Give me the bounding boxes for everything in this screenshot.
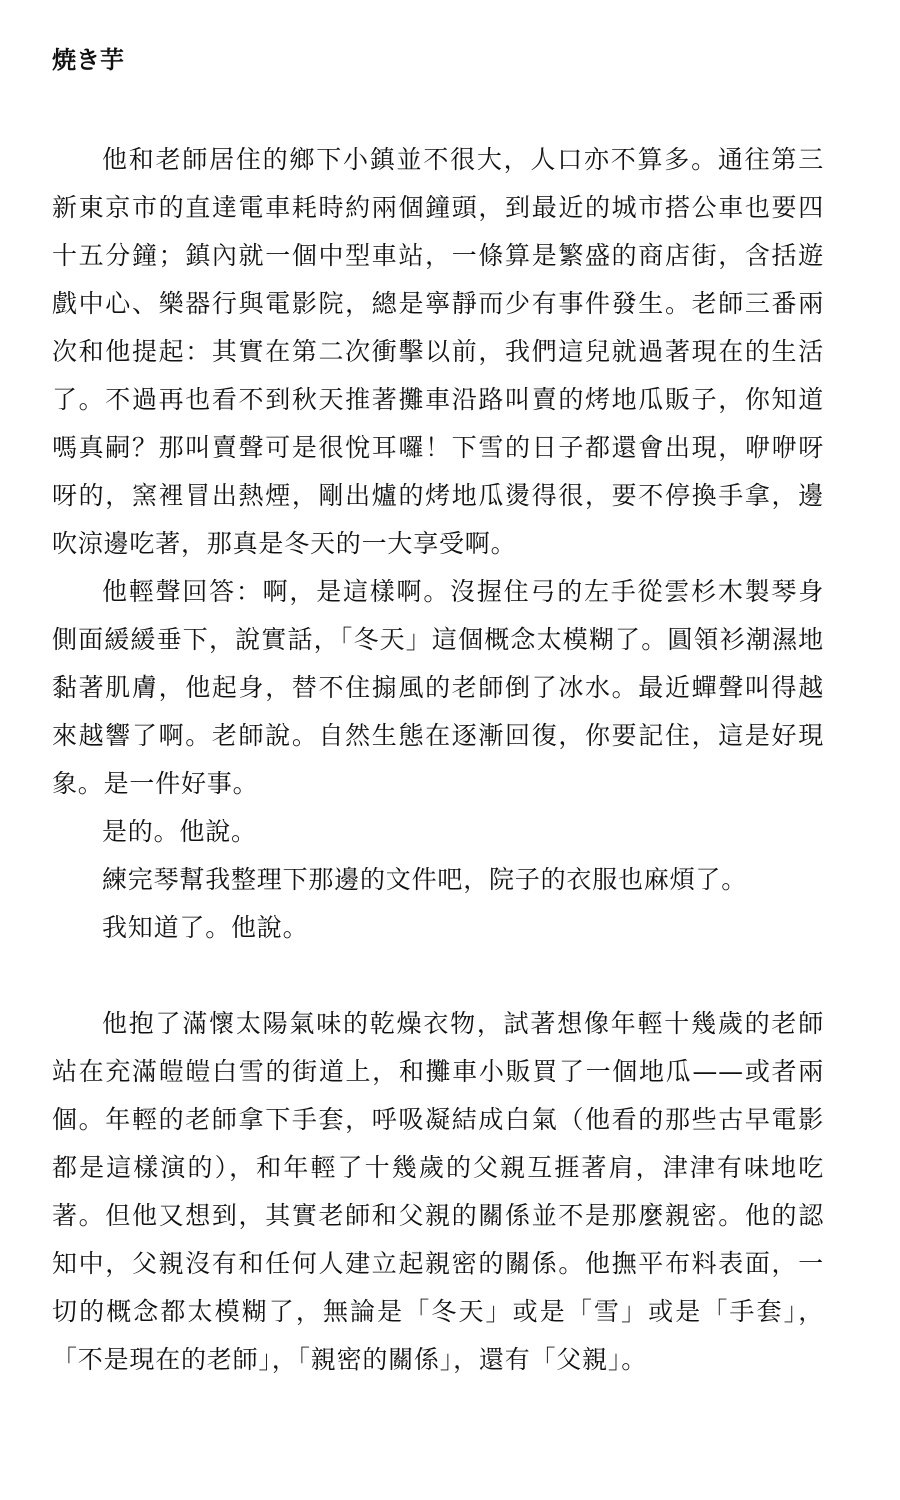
paragraph: 我知道了。他說。 <box>102 913 309 942</box>
paragraph: 他和老師居住的鄉下小鎮並不很大，人口亦不算多。通往第三新東京市的直達電車耗時約兩個鐘頭，到最近的城市搭公車也要四十五分鐘；鎮內就一個中型車站，一條算是繁盛的商店街，含括遊戲中心、樂器行與電影院，總是寧靜而少有事件發生。老師三番兩次和他提起：其實在第二次衝擊以前，我們這兒就過著現在的生活了。不過再也看不到秋天推著攤車沿路叫賣的烤地瓜販子，你知道嗎真嗣？那叫賣聲可是很悅耳囉！下雪的日子都還會出現，咿咿呀呀的，窯裡冒出熱煙，剛出爐的烤地瓜燙得很，要不停換手拿，邊吹涼邊吃著，那真是冬天的一大享受啊。 <box>52 145 824 558</box>
paragraph: 他抱了滿懷太陽氣味的乾燥衣物，試著想像年輕十幾歲的老師站在充滿皚皚白雪的街道上，和攤車小販買了一個地瓜——或者兩個。年輕的老師拿下手套，呼吸凝結成白氣（他看的那些古早電影都是這樣演的），和年輕了十幾歲的父親互捱著肩，津津有味地吃著。但他又想到，其實老師和父親的關係並不是那麼親密。他的認知中，父親沒有和任何人建立起親密的關係。他撫平布料表面，一切的概念都太模糊了，無論是「冬天」或是「雪」或是「手套」，「不是現在的老師」，「親密的關係」，還有「父親」。 <box>52 1009 824 1374</box>
text-section-1 <box>52 136 824 952</box>
text-section-2 <box>52 1000 824 1384</box>
paragraph: 他輕聲回答：啊，是這樣啊。沒握住弓的左手從雲杉木製琴身側面緩緩垂下，說實話，「冬天」這個概念太模糊了。圓領衫潮濕地黏著肌膚，他起身，替不住搧風的老師倒了冰水。最近蟬聲叫得越來越響了啊。老師說。自然生態在逐漸回復，你要記住，這是好現象。是一件好事。 <box>52 577 824 798</box>
paragraph: 練完琴幫我整理下那邊的文件吧，院子的衣服也麻煩了。 <box>102 865 748 894</box>
document-title: 焼き芋 <box>52 46 124 74</box>
paragraph: 是的。他說。 <box>102 817 257 846</box>
